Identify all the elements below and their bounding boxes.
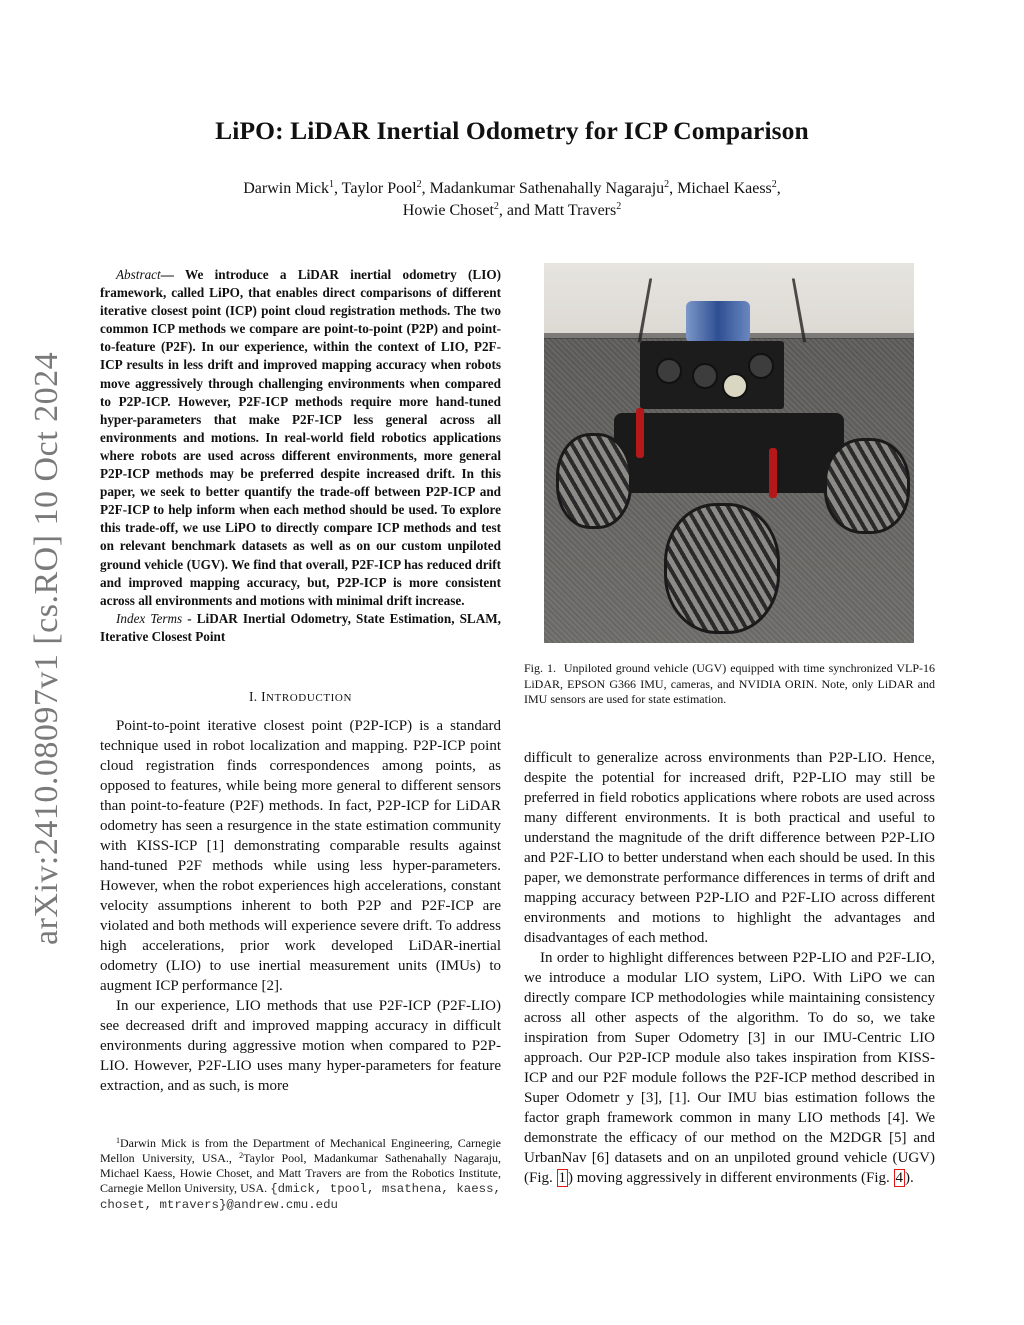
affiliation-marker: 2 <box>771 179 777 190</box>
footnote-text: Taylor Pool, Madankumar Sathenahally Nagaraju, Michael Kaess, Howie Choset, and Matt Travers are from the Robotics Institute, Carnegie Mellon University, USA. <box>100 1151 501 1195</box>
author-separator: , <box>776 180 781 197</box>
footnote-marker: 2 <box>239 1151 244 1160</box>
abstract-paragraph <box>100 266 501 610</box>
body-paragraph: difficult to generalize across environments than P2P-LIO. Hence, despite the potential for increased drift, P2P-LIO may still be preferred in field robotics applications where robots are used across many different environments. It is both practical and useful to understand the magnitude of the drift difference between P2P-LIO and P2F-LIO to better understand when each should be used. In this paper, we demonstrate performance differences in terms of drift and mapping accuracy between P2P-LIO and P2F-LIO across different environments and motions to highlight the advantages and disadvantages of each method. <box>524 750 935 946</box>
author-name: Howie Choset <box>402 202 494 219</box>
abstract-label: Abstract <box>116 267 161 282</box>
author-name: , Madankumar Sathenahally Nagaraju <box>421 180 665 197</box>
tire-rear-right <box>824 438 910 534</box>
paragraph-text: ). <box>905 1170 914 1186</box>
index-terms-label: Index Terms <box>116 610 183 626</box>
abstract-text: We introduce a LiDAR inertial odometry (LIO) framework, called LiPO, that enables direct comparisons of different iterative closest point (ICP) point cloud registration methods. The two common ICP methods we compare are point-to-point (P2P) and point-to-feature (P2F). In our experience, within the context of LIO, P2F-ICP results in less drift and improved mapping accuracy when robots move aggressively through challenging environments when compared to P2P-ICP. However, P2F-ICP methods require more hand-tuned hyper-parameters that make P2F-ICP less general across all environments and motions. In real-world field robotics applications where robots are used across different environments, more general P2P-ICP methods may be preferred despite increased drift. In this paper, we seek to better quantify the trade-off between P2P-ICP and P2F-ICP to help inform when each method should be used. To explore this trade-off, we use LiPO to directly compare ICP methods and test on relevant benchmark datasets as well as on our custom unpiloted ground vehicle (UGV). We find that overall, P2F-ICP has reduced drift and improved mapping accuracy, but, P2P-ICP is more consistent across all environments and motions with minimal drift increase. <box>100 267 501 608</box>
tire-front-left <box>664 503 780 634</box>
lidar-sensor <box>686 301 750 343</box>
author-name: , and Matt Travers <box>498 202 617 219</box>
suspension-shock <box>769 448 777 498</box>
abstract-block <box>100 266 501 646</box>
ugv-robot-photo <box>544 263 914 643</box>
author-name: , Michael Kaess <box>669 180 772 197</box>
author-emails[interactable]: {dmick, tpool, msathena, kaess, choset, mtravers}@andrew.cmu.edu <box>100 1182 501 1212</box>
affiliation-footnote <box>100 1136 501 1213</box>
body-paragraph: Point-to-point iterative closest point (P2P-ICP) is a standard technique used in robot localization and mapping. P2P-ICP point cloud registration finds correspondences among points, as opposed to features, while being more general to different sensors than point-to-feature (P2F) methods. In fact, P2P-ICP for LiDAR odometry has seen a resurgence in the state estimation community with KISS-ICP [1] demonstrating comparable results against hand-tuned P2F methods while using less hyper-parameters. However, when the robot experiences high accelerations, constant velocity assumptions inherent to both P2P and P2F-ICP are violated and both methods will experience severe drift. To address high accelerations, prior work developed LiDAR-inertial odometry (LIO) to use inertial measurement units (IMUs) to augment ICP performance [2]. <box>100 718 501 994</box>
footnote-marker: 1 <box>116 1136 120 1145</box>
body-paragraph: In our experience, LIO methods that use P2F-ICP (P2F-LIO) see decreased drift and improved mapping accuracy in difficult environments during aggressive motion when compared to P2P-LIO. However, P2F-LIO uses many hyper-parameters for feature extraction, and as such, is more <box>100 998 501 1094</box>
camera-lens <box>692 363 718 389</box>
section-title-initial: I <box>261 689 266 704</box>
author-name: Darwin Mick <box>243 180 329 197</box>
footnote-text: Darwin Mick is from the Department of Mechanical Engineering, Carnegie Mellon University, USA., <box>100 1136 501 1165</box>
suspension-shock <box>636 408 644 458</box>
caption-label: Fig. 1. <box>524 661 556 675</box>
arxiv-identifier-label: arXiv:2410.08097v1 [cs.RO] 10 Oct 2024 <box>28 351 65 945</box>
footnote-paragraph <box>100 1136 501 1213</box>
index-terms-text: - LiDAR Inertial Odometry, State Estimation, SLAM, Iterative Closest Point <box>100 610 501 644</box>
author-name: , Taylor Pool <box>333 180 417 197</box>
index-terms <box>100 610 501 646</box>
abstract-dash: — <box>160 267 185 282</box>
affiliation-marker: 2 <box>416 179 422 190</box>
tire-rear-left <box>556 433 632 529</box>
affiliation-marker: 2 <box>664 179 670 190</box>
body-paragraph <box>524 948 935 1188</box>
vehicle-chassis <box>614 413 844 493</box>
camera-lens <box>748 353 774 379</box>
section-number: I. <box>249 689 262 704</box>
camera-lens <box>656 358 682 384</box>
paper-title: LiPO: LiDAR Inertial Odometry for ICP Comparison <box>215 116 809 145</box>
figure-4-link[interactable]: 4 <box>895 1170 904 1186</box>
author-list <box>0 178 1024 222</box>
affiliation-marker: 2 <box>493 201 499 212</box>
author-line-2 <box>0 200 1024 222</box>
section-heading-introduction <box>100 689 501 705</box>
paragraph-text: In order to highlight differences between P2P-LIO and P2F-LIO, we introduce a modular LIO system, LiPO. With LiPO we can directly compare ICP methodologies while maintaining consistency across all other aspects of the algorithm. To do so, we take inspiration from Super Odometry [3] in our IMU-Centric LIO approach. Our P2P-ICP module also takes inspiration from KISS-ICP and our P2F module follows the P2F-ICP method described in Super Odometr y [3], [1]. Our IMU bias estimation follows the factor graph framework common in many LIO methods [4]. We demonstrate the efficacy of our method on the M2DGR [5] and UrbanNav [6] datasets and on an unpiloted ground vehicle (UGV) (Fig. <box>524 950 935 1186</box>
light-lens <box>722 373 748 399</box>
paragraph-text: ) moving aggressively in different environments (Fig. <box>568 1170 894 1186</box>
section-title-rest: NTRODUCTION <box>265 692 352 704</box>
introduction-right-column <box>524 748 935 1188</box>
introduction-left-column <box>100 716 501 1096</box>
figure-1-link[interactable]: 1 <box>558 1170 567 1186</box>
figure-1-caption <box>524 661 939 708</box>
affiliation-marker: 2 <box>616 201 622 212</box>
caption-text: Unpiloted ground vehicle (UGV) equipped with time synchronized VLP-16 LiDAR, EPSON G366 IMU, cameras, and NVIDIA ORIN. Note, only LiDAR and IMU sensors are used for state estimation. <box>524 661 939 706</box>
author-line-1 <box>0 178 1024 200</box>
affiliation-marker: 1 <box>328 179 334 190</box>
